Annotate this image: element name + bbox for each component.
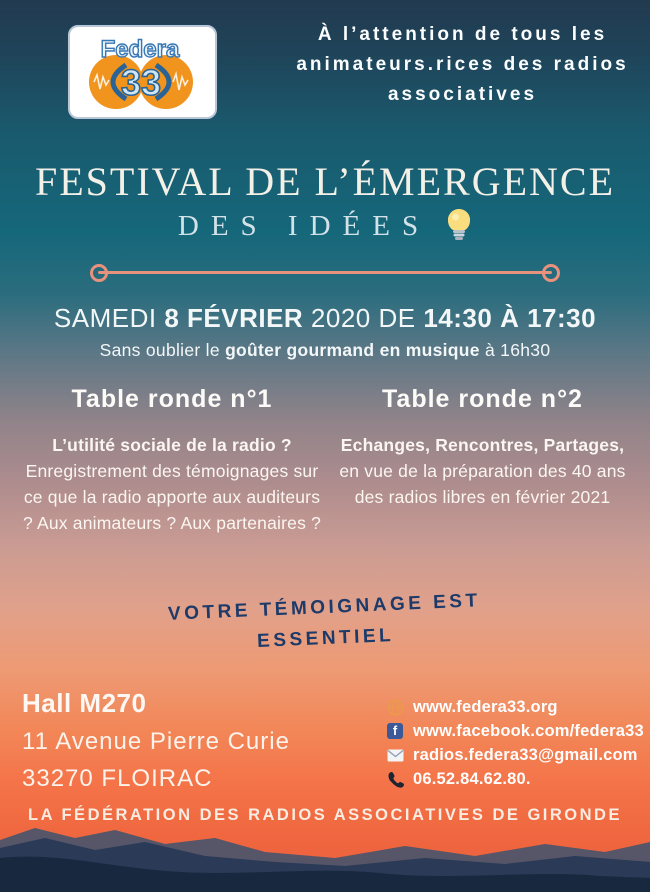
website-link[interactable] bbox=[386, 697, 644, 717]
email-icon bbox=[386, 746, 404, 764]
round-table-2-text: en vue de la préparation des 40 ans des radios libres en février 2021 bbox=[339, 461, 626, 507]
event-datetime bbox=[0, 303, 650, 334]
snack-note bbox=[0, 340, 650, 361]
federation-footer: LA FÉDÉRATION DES RADIOS ASSOCIATIVES DE GIRONDE bbox=[28, 806, 622, 824]
round-table-1 bbox=[22, 385, 322, 536]
emphasis-message: VOTRE TÉMOIGNAGE EST ESSENTIEL bbox=[167, 590, 482, 652]
lightbulb-icon bbox=[446, 208, 472, 242]
facebook-link[interactable] bbox=[386, 721, 644, 741]
globe-icon bbox=[386, 698, 404, 716]
divider-rule bbox=[98, 271, 552, 274]
round-table-2 bbox=[330, 385, 635, 510]
email-address: radios.federa33@gmail.com bbox=[413, 745, 638, 764]
federa33-logo bbox=[68, 25, 217, 119]
schedule-date: 8 FÉVRIER bbox=[164, 303, 304, 333]
round-table-2-lead: Echanges, Rencontres, Partages, bbox=[340, 435, 625, 455]
facebook-url: www.facebook.com/federa33 bbox=[413, 721, 644, 740]
phone-number: 06.52.84.62.80. bbox=[413, 769, 531, 788]
round-table-1-lead: L’utilité sociale de la radio ? bbox=[52, 435, 292, 455]
contact-block bbox=[386, 697, 644, 793]
phone-link[interactable] bbox=[386, 769, 644, 789]
round-table-2-body bbox=[330, 432, 635, 510]
venue-hall: Hall M270 bbox=[22, 688, 147, 718]
round-table-1-body bbox=[22, 432, 322, 536]
schedule-time: 14:30 À 17:30 bbox=[423, 303, 597, 333]
audience-note: À l’attention de tous les animateurs.rices des radios associatives bbox=[296, 24, 629, 105]
logo-number-text: 33 bbox=[120, 62, 162, 103]
poster-subtitle-text: DES IDÉES bbox=[177, 210, 431, 242]
snack-note-pre: Sans oublier le bbox=[99, 340, 226, 360]
mountain-silhouette bbox=[0, 820, 650, 892]
schedule-day: SAMEDI bbox=[53, 303, 165, 333]
logo-brand-text: Federa bbox=[100, 36, 180, 63]
round-table-1-heading: Table ronde n°1 bbox=[71, 385, 273, 413]
poster-subtitle bbox=[0, 210, 650, 243]
email-link[interactable] bbox=[386, 745, 644, 765]
venue-street: 11 Avenue Pierre Curie bbox=[22, 728, 290, 755]
round-table-2-heading: Table ronde n°2 bbox=[382, 385, 583, 413]
venue-city: 33270 FLOIRAC bbox=[22, 765, 213, 792]
divider-line bbox=[90, 264, 560, 282]
venue-block bbox=[22, 688, 290, 793]
divider-dot-right bbox=[542, 264, 560, 282]
snack-note-bold: goûter gourmand en musique bbox=[225, 340, 480, 360]
snack-note-post: à 16h30 bbox=[479, 340, 551, 360]
poster-title: FESTIVAL DE L’ÉMERGENCE bbox=[34, 159, 616, 204]
facebook-icon: f bbox=[386, 722, 404, 740]
round-table-1-text: Enregistrement des témoignages sur ce que la radio apporte aux auditeurs ? Aux animateurs ? Aux partenaires ? bbox=[22, 461, 322, 533]
federa33-logo-icon bbox=[70, 27, 211, 113]
phone-icon bbox=[386, 770, 404, 788]
website-url: www.federa33.org bbox=[413, 697, 558, 716]
schedule-mid: 2020 DE bbox=[303, 303, 424, 333]
